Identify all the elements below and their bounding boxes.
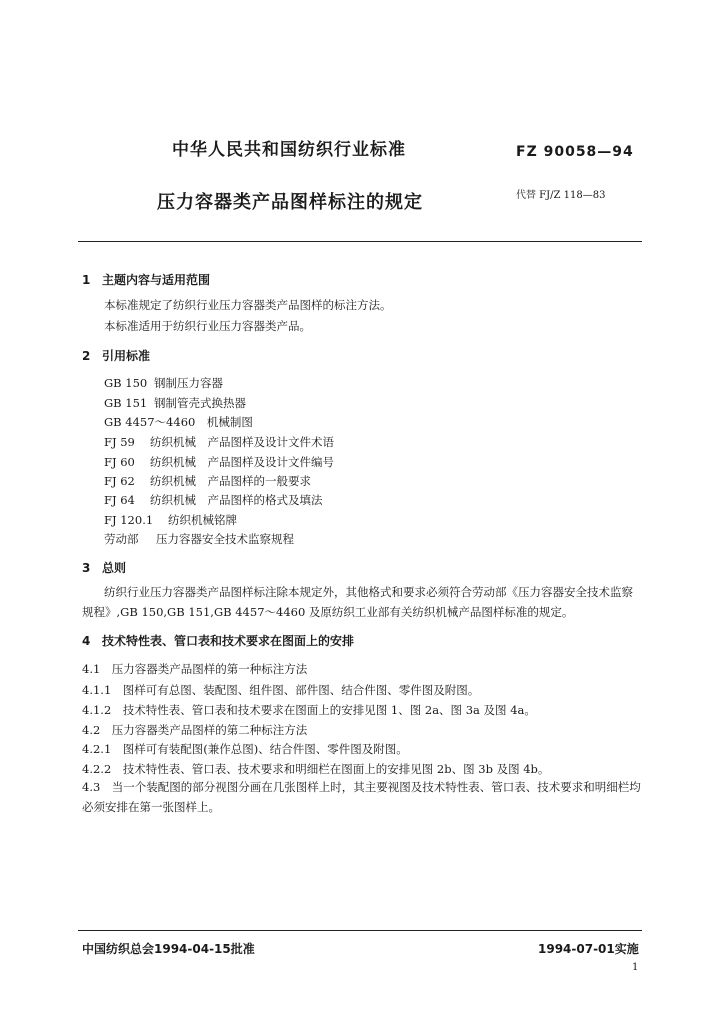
header-divider <box>78 241 642 242</box>
reference-title: 纺织机械 产品图样及设计文件术语 <box>150 435 334 449</box>
reference-item <box>104 414 253 430</box>
reference-title: 压力容器安全技术监察规程 <box>156 532 294 546</box>
section-2-heading <box>82 347 150 364</box>
section-4-title: 技术特性表、管口表和技术要求在图面上的安排 <box>102 634 355 648</box>
reference-title: 钢制压力容器 <box>154 376 223 390</box>
section-1-number: 1 <box>82 273 91 287</box>
reference-title: 纺织机械 产品图样的一般要求 <box>150 474 311 488</box>
section-2-title: 引用标准 <box>102 349 151 363</box>
reference-title: 纺织机械 产品图样及设计文件编号 <box>150 455 334 469</box>
section-1-title: 主题内容与适用范围 <box>102 273 211 287</box>
reference-title: 机械制图 <box>206 415 253 429</box>
clause-4-2-2: 4.2.2 技术特性表、管口表、技术要求和明细栏在图面上的安排见图 2b、图 3b 及图 4b。 <box>82 762 550 776</box>
reference-title: 纺织机械铭牌 <box>168 513 237 527</box>
reference-code: GB 4457～4460 <box>104 415 196 429</box>
reference-item <box>104 512 237 528</box>
reference-title: 纺织机械 产品图样的格式及填法 <box>150 493 323 507</box>
standard-number: FZ 90058—94 <box>516 144 634 160</box>
reference-item <box>104 395 246 411</box>
section-3-number: 3 <box>82 561 91 575</box>
reference-item <box>104 434 334 450</box>
approval-date: 中国纺织总会1994-04-15批准 <box>82 942 255 956</box>
reference-item <box>104 492 323 508</box>
reference-code: FJ 120.1 <box>104 513 154 527</box>
reference-title: 钢制管壳式换热器 <box>154 396 246 410</box>
section-2-number: 2 <box>82 349 91 363</box>
clause-4-2: 4.2 压力容器类产品图样的第二种标注方法 <box>82 723 308 737</box>
clause-4-1: 4.1 压力容器类产品图样的第一种标注方法 <box>82 662 308 676</box>
clause-4-1-1: 4.1.1 图样可有总图、装配图、组件图、部件图、结合件图、零件图及附图。 <box>82 683 480 697</box>
reference-code: FJ 62 <box>104 474 135 488</box>
issuing-authority: 中华人民共和国纺织行业标准 <box>172 140 406 160</box>
replaces-note: 代替 FJ/Z 118—83 <box>516 190 606 201</box>
reference-item <box>104 454 334 470</box>
clause-4-3: 4.3 当一个装配图的部分视图分画在几张图样上时，其主要视图及技术特性表、管口表、技术要求和明细栏均必须安排在第一张图样上。 <box>82 780 641 814</box>
section-4-number: 4 <box>82 634 91 648</box>
section-1-line-2: 本标准适用于纺织行业压力容器类产品。 <box>104 319 311 333</box>
section-4-heading <box>82 632 354 649</box>
section-1-line-1: 本标准规定了纺织行业压力容器类产品图样的标注方法。 <box>104 298 392 312</box>
footer-divider <box>78 930 642 931</box>
section-3-heading <box>82 559 126 576</box>
reference-item <box>104 375 223 391</box>
reference-code: FJ 64 <box>104 493 135 507</box>
section-3-title: 总则 <box>102 561 127 575</box>
reference-item <box>104 531 294 547</box>
reference-code: 劳动部 <box>104 532 139 546</box>
reference-code: GB 151 <box>104 396 148 410</box>
reference-code: FJ 59 <box>104 435 135 449</box>
section-3-paragraph: 纺织行业压力容器类产品图样标注除本规定外，其他格式和要求必须符合劳动部《压力容器安全技术监察规程》,GB 150,GB 151,GB 4457～4460 及原纺织工业部有关纺织机械产品图样标准的规定。 <box>82 585 633 619</box>
reference-code: GB 150 <box>104 376 148 390</box>
page-number: 1 <box>632 962 639 973</box>
clause-4-1-2: 4.1.2 技术特性表、管口表和技术要求在图面上的安排见图 1、图 2a、图 3a 及图 4a。 <box>82 703 536 717</box>
section-1-heading <box>82 271 210 288</box>
document-title: 压力容器类产品图样标注的规定 <box>157 192 423 213</box>
effective-date: 1994-07-01实施 <box>538 942 639 956</box>
reference-item <box>104 473 311 489</box>
clause-4-2-1: 4.2.1 图样可有装配图(兼作总图)、结合件图、零件图及附图。 <box>82 742 408 756</box>
reference-code: FJ 60 <box>104 455 135 469</box>
